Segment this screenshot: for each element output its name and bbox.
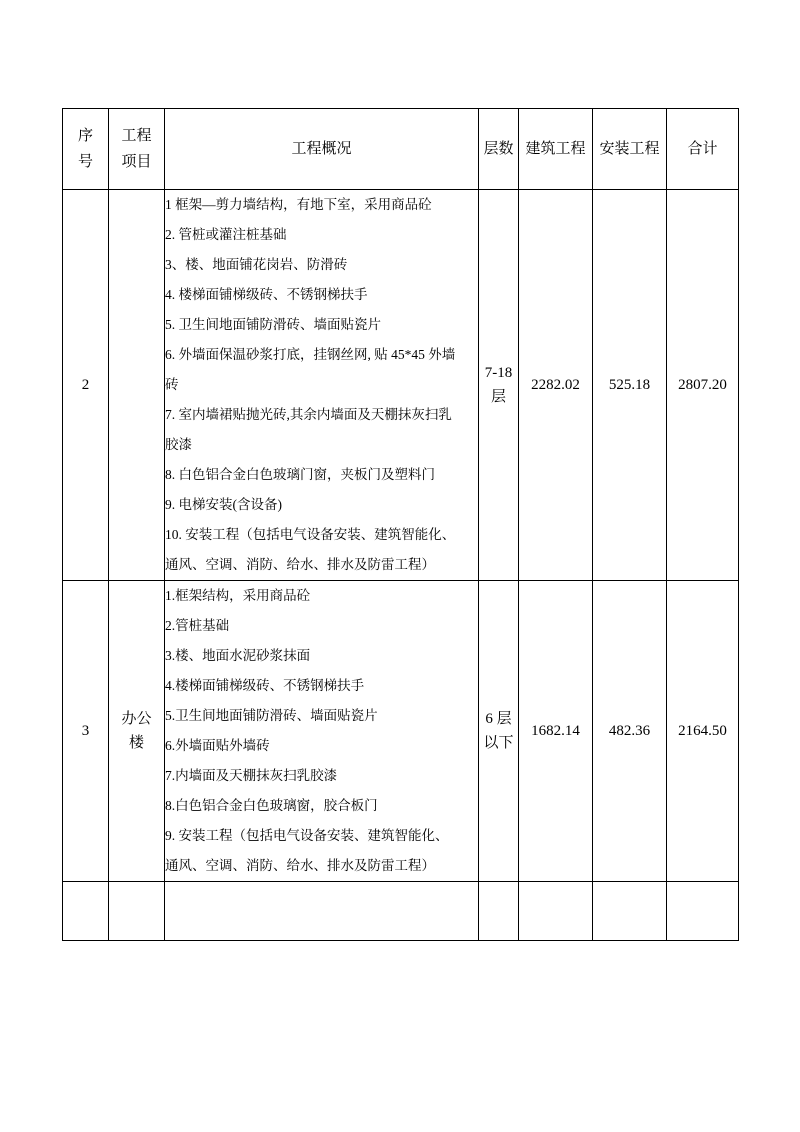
header-project-line1: 工程 (121, 128, 152, 144)
empty-cell-seq (63, 882, 109, 941)
table-row (63, 581, 739, 882)
desc-line: 通风、空调、消防、给水、排水及防雷工程） (165, 557, 435, 572)
row-floors (479, 581, 519, 882)
row-project-line2: 楼 (128, 735, 144, 751)
row-floors (479, 190, 519, 581)
desc-line: 9. 安装工程（包括电气设备安装、建筑智能化、 (165, 828, 449, 843)
empty-cell-description (165, 882, 479, 941)
engineering-overview-table (62, 108, 739, 941)
desc-line: 6.外墙面贴外墙砖 (165, 738, 270, 753)
desc-line: 8. 白色铝合金白色玻璃门窗，夹板门及塑料门 (165, 467, 435, 482)
table-header-row (63, 109, 739, 190)
row-floors-line1: 6 层 (485, 711, 512, 727)
row-seq: 3 (63, 581, 109, 882)
row-description (165, 581, 479, 882)
header-cell-floors: 层数 (479, 109, 519, 190)
desc-line: 1.框架结构，采用商品砼 (165, 588, 311, 603)
header-seq-line1: 序 (77, 128, 93, 144)
table-row-empty (63, 882, 739, 941)
row-project-line1: 办公 (121, 711, 152, 727)
header-project-line2: 项目 (121, 154, 152, 170)
desc-line: 砖 (165, 377, 179, 392)
desc-line: 2.管桩基础 (165, 618, 230, 633)
row-project (109, 581, 165, 882)
header-cell-seq (63, 109, 109, 190)
empty-cell-floors (479, 882, 519, 941)
header-cell-building: 建筑工程 (519, 109, 593, 190)
desc-line: 8.白色铝合金白色玻璃窗，胶合板门 (165, 798, 378, 813)
table-row (63, 190, 739, 581)
row-project (109, 190, 165, 581)
desc-line: 2. 管桩或灌注桩基础 (165, 227, 287, 242)
desc-line: 4.楼梯面铺梯级砖、不锈钢梯扶手 (165, 678, 365, 693)
row-floors-line1: 7-18 (484, 365, 513, 381)
desc-line: 6. 外墙面保温砂浆打底，挂钢丝网, 贴 45*45 外墙 (165, 347, 456, 362)
desc-line: 1 框架—剪力墙结构，有地下室，采用商品砼 (165, 197, 432, 212)
desc-line: 5. 卫生间地面铺防滑砖、墙面贴瓷片 (165, 317, 381, 332)
desc-line: 4. 楼梯面铺梯级砖、不锈钢梯扶手 (165, 287, 368, 302)
desc-line: 5.卫生间地面铺防滑砖、墙面贴瓷片 (165, 708, 378, 723)
desc-line: 胶漆 (165, 437, 192, 452)
desc-line: 9. 电梯安装(含设备) (165, 497, 282, 512)
desc-line: 7. 室内墙裙贴抛光砖,其余内墙面及天棚抹灰扫乳 (165, 407, 452, 422)
row-floors-line2: 以下 (483, 735, 514, 751)
desc-line: 10. 安装工程（包括电气设备安装、建筑智能化、 (165, 527, 456, 542)
header-cell-install: 安装工程 (593, 109, 667, 190)
row-building-cost: 1682.14 (519, 581, 593, 882)
desc-line: 通风、空调、消防、给水、排水及防雷工程） (165, 858, 435, 873)
row-seq: 2 (63, 190, 109, 581)
empty-cell-total (667, 882, 739, 941)
desc-line: 3.楼、地面水泥砂浆抹面 (165, 648, 311, 663)
desc-line: 3、楼、地面铺花岗岩、防滑砖 (165, 257, 348, 272)
row-floors-line2: 层 (490, 389, 506, 405)
empty-cell-building (519, 882, 593, 941)
row-building-cost: 2282.02 (519, 190, 593, 581)
row-install-cost: 482.36 (593, 581, 667, 882)
desc-line: 7.内墙面及天棚抹灰扫乳胶漆 (165, 768, 338, 783)
empty-cell-project (109, 882, 165, 941)
row-total-cost: 2807.20 (667, 190, 739, 581)
row-description (165, 190, 479, 581)
header-seq-line2: 号 (77, 154, 93, 170)
header-cell-description: 工程概况 (165, 109, 479, 190)
row-total-cost: 2164.50 (667, 581, 739, 882)
empty-cell-install (593, 882, 667, 941)
header-cell-project (109, 109, 165, 190)
header-cell-total: 合计 (667, 109, 739, 190)
row-install-cost: 525.18 (593, 190, 667, 581)
